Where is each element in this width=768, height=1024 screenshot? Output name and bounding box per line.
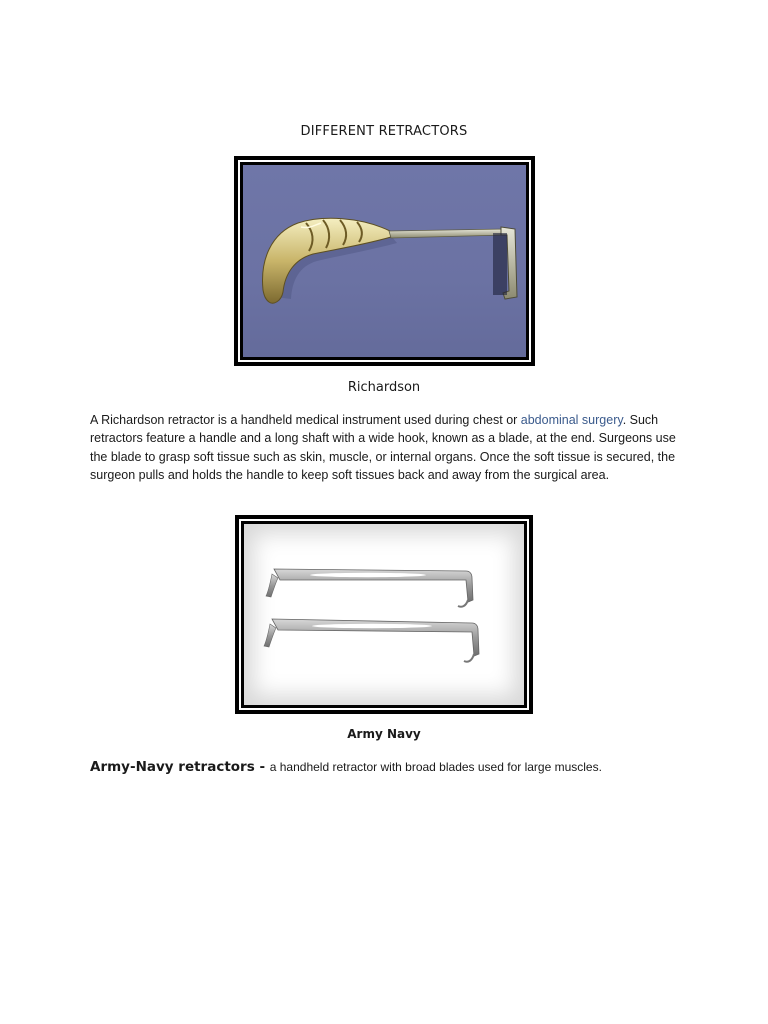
army-navy-retractor-bottom <box>264 619 479 662</box>
richardson-retractor-drawing <box>243 165 524 355</box>
army-navy-retractor-image <box>244 524 524 705</box>
army-navy-body: a handheld retractor with broad blades used for large muscles. <box>269 760 602 774</box>
army-navy-caption: Army Navy <box>347 727 421 741</box>
army-navy-retractor-top <box>266 569 473 607</box>
army-navy-image-frame <box>235 515 533 714</box>
richardson-caption: Richardson <box>347 380 421 395</box>
richardson-description <box>90 411 680 484</box>
army-navy-lead: Army-Navy retractors - <box>90 759 270 775</box>
abdominal-surgery-link[interactable]: abdominal surgery <box>520 413 623 427</box>
richardson-retractor-image <box>243 165 526 357</box>
army-navy-description <box>90 759 690 775</box>
army-navy-retractor-drawing <box>244 524 522 703</box>
richardson-text-part2: . Such retractors feature a handle and a long shaft with a wide hook, known as a blade, at the end. Surgeons use the blade to grasp soft tissue such as skin, muscle, or internal organs. Once the soft tissue is secured, the surgeon pulls and holds the handle to keep soft tissues back and away from the surgical area. <box>90 413 676 482</box>
document-title: DIFFERENT RETRACTORS <box>300 124 468 139</box>
richardson-text-part1: A Richardson retractor is a handheld medical instrument used during chest or <box>90 413 521 427</box>
richardson-image-frame <box>234 156 535 366</box>
